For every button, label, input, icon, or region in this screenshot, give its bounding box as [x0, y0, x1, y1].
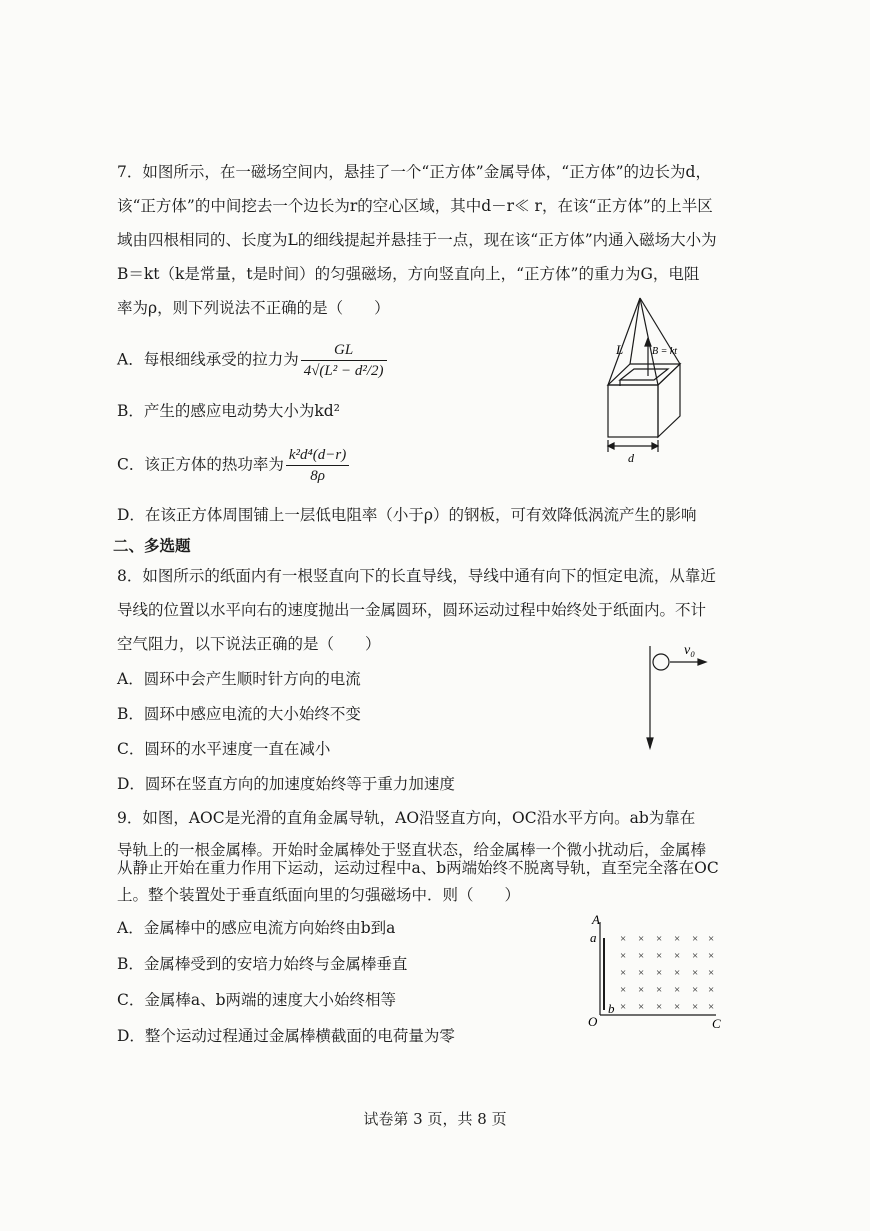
page-footer: 试卷第 3 页，共 8 页: [363, 1110, 507, 1128]
svg-text:×: ×: [620, 1001, 627, 1013]
q9-option-a: A．金属棒中的感应电流方向始终由b到a: [117, 919, 396, 937]
svg-text:×: ×: [620, 967, 627, 979]
q8-option-a: A．圆环中会产生顺时针方向的电流: [117, 670, 361, 688]
svg-text:×: ×: [692, 967, 699, 979]
svg-text:×: ×: [674, 967, 681, 979]
q7-line-5: 率为ρ，则下列说法不正确的是（ ）: [117, 299, 390, 317]
q8-line-2: 导线的位置以水平向右的速度抛出一金属圆环，圆环运动过程中始终处于纸面内。不计: [117, 601, 707, 619]
label-A: A: [592, 912, 600, 927]
q7-cube-figure: [598, 290, 708, 465]
label-a: a: [590, 930, 597, 945]
label-L: L: [616, 342, 624, 357]
label-O: O: [588, 1014, 598, 1029]
magnetic-field-crosses: [620, 933, 714, 1013]
svg-text:×: ×: [656, 1001, 663, 1013]
q7-line-1: 7．如图所示，在一磁场空间内，悬挂了一个“正方体”金属导体，“正方体”的边长为d，: [117, 163, 711, 181]
q8-option-d: D．圆环在竖直方向的加速度始终等于重力加速度: [117, 775, 455, 793]
q7-line-3: 域由四根相同的、长度为L的细线提起并悬挂于一点，现在该“正方体”内通入磁场大小为: [117, 231, 717, 249]
svg-text:×: ×: [638, 933, 645, 945]
svg-text:×: ×: [708, 1001, 715, 1013]
q7-option-a-denominator: 4√(L² − d²/2): [303, 363, 384, 379]
q8-wire-ring-figure: [640, 638, 720, 758]
svg-text:×: ×: [674, 984, 681, 996]
svg-text:×: ×: [620, 984, 627, 996]
svg-text:×: ×: [638, 1001, 645, 1013]
svg-text:×: ×: [708, 967, 715, 979]
metal-ring: [653, 654, 669, 670]
label-B-kt: B = kt: [652, 346, 678, 357]
q7-option-a-label: A．每根细线承受的拉力为: [117, 350, 299, 369]
svg-text:×: ×: [638, 950, 645, 962]
cube-front-face: [608, 385, 658, 437]
q9-option-b: B．金属棒受到的安培力始终与金属棒垂直: [117, 955, 408, 973]
svg-text:×: ×: [708, 984, 715, 996]
q9-line-3: 从静止开始在重力作用下运动，运动过程中a、b两端始终不脱离导轨，直至完全落在OC: [117, 859, 719, 877]
svg-text:×: ×: [638, 984, 645, 996]
label-b: b: [608, 1001, 615, 1016]
q7-option-c-denominator: 8ρ: [310, 468, 325, 484]
svg-text:×: ×: [692, 984, 699, 996]
q7-line-2: [117, 196, 713, 216]
q9-line-1: 9．如图，AOC是光滑的直角金属导轨，AO沿竖直方向，OC沿水平方向。ab为靠在: [117, 809, 696, 827]
svg-text:×: ×: [692, 950, 699, 962]
q7-line-2-end: r，在该“正方体”的上半区: [529, 197, 713, 215]
q9-option-d: D．整个运动过程通过金属棒横截面的电荷量为零: [117, 1027, 455, 1045]
label-C: C: [712, 1016, 721, 1030]
q7-option-c-fraction: [286, 445, 349, 486]
q7-option-d: D．在该正方体周围铺上一层低电阻率（小于ρ）的钢板，可有效降低涡流产生的影响: [117, 506, 697, 524]
svg-text:×: ×: [674, 1001, 681, 1013]
svg-text:×: ×: [674, 933, 681, 945]
svg-text:×: ×: [708, 950, 715, 962]
q9-line-2: 导轨上的一根金属棒。开始时金属棒处于竖直状态，给金属棒一个微小扰动后，金属棒: [117, 841, 707, 859]
svg-text:×: ×: [620, 950, 627, 962]
label-d: d: [628, 451, 634, 465]
label-v0: v₀: [684, 643, 696, 658]
svg-text:×: ×: [692, 933, 699, 945]
q7-option-a: [117, 340, 389, 381]
q9-rail-figure: [586, 912, 726, 1030]
q7-option-c-numerator: k²d⁴(d−r): [286, 445, 349, 466]
section-2-heading: 二、多选题: [113, 536, 191, 555]
string-1: [608, 298, 640, 385]
q7-option-c-label: C．该正方体的热功率为: [117, 455, 284, 474]
q7-option-c: [117, 445, 351, 486]
svg-text:×: ×: [656, 984, 663, 996]
q7-much-less-symbol: ≪: [514, 197, 530, 215]
svg-text:×: ×: [620, 933, 627, 945]
svg-text:×: ×: [674, 950, 681, 962]
q7-option-a-numerator: GL: [301, 340, 387, 361]
q8-option-c: C．圆环的水平速度一直在减小: [117, 740, 331, 758]
svg-text:×: ×: [692, 1001, 699, 1013]
q7-option-b: B．产生的感应电动势大小为kd²: [117, 402, 340, 420]
cube-hollow-opening: [620, 369, 668, 380]
q7-line-4: B＝kt（k是常量，t是时间）的匀强磁场，方向竖直向上，“正方体”的重力为G，电阻: [117, 265, 700, 283]
svg-text:×: ×: [708, 933, 715, 945]
svg-text:×: ×: [638, 967, 645, 979]
q7-option-a-fraction: [301, 340, 387, 381]
svg-text:×: ×: [656, 967, 663, 979]
svg-text:×: ×: [656, 933, 663, 945]
q9-option-c: C．金属棒a、b两端的速度大小始终相等: [117, 991, 397, 1009]
q8-option-b: B．圆环中感应电流的大小始终不变: [117, 705, 361, 723]
q8-line-3: 空气阻力，以下说法正确的是（ ）: [117, 635, 381, 653]
string-2: [630, 298, 640, 364]
q9-line-4: 上。整个装置处于垂直纸面向里的匀强磁场中．则（ ）: [117, 886, 521, 904]
svg-text:×: ×: [656, 950, 663, 962]
q8-line-1: 8．如图所示的纸面内有一根竖直向下的长直导线，导线中通有向下的恒定电流，从靠近: [117, 567, 716, 585]
q7-line-2-text: 该“正方体”的中间挖去一个边长为r的空心区域，其中d－r: [117, 197, 515, 215]
